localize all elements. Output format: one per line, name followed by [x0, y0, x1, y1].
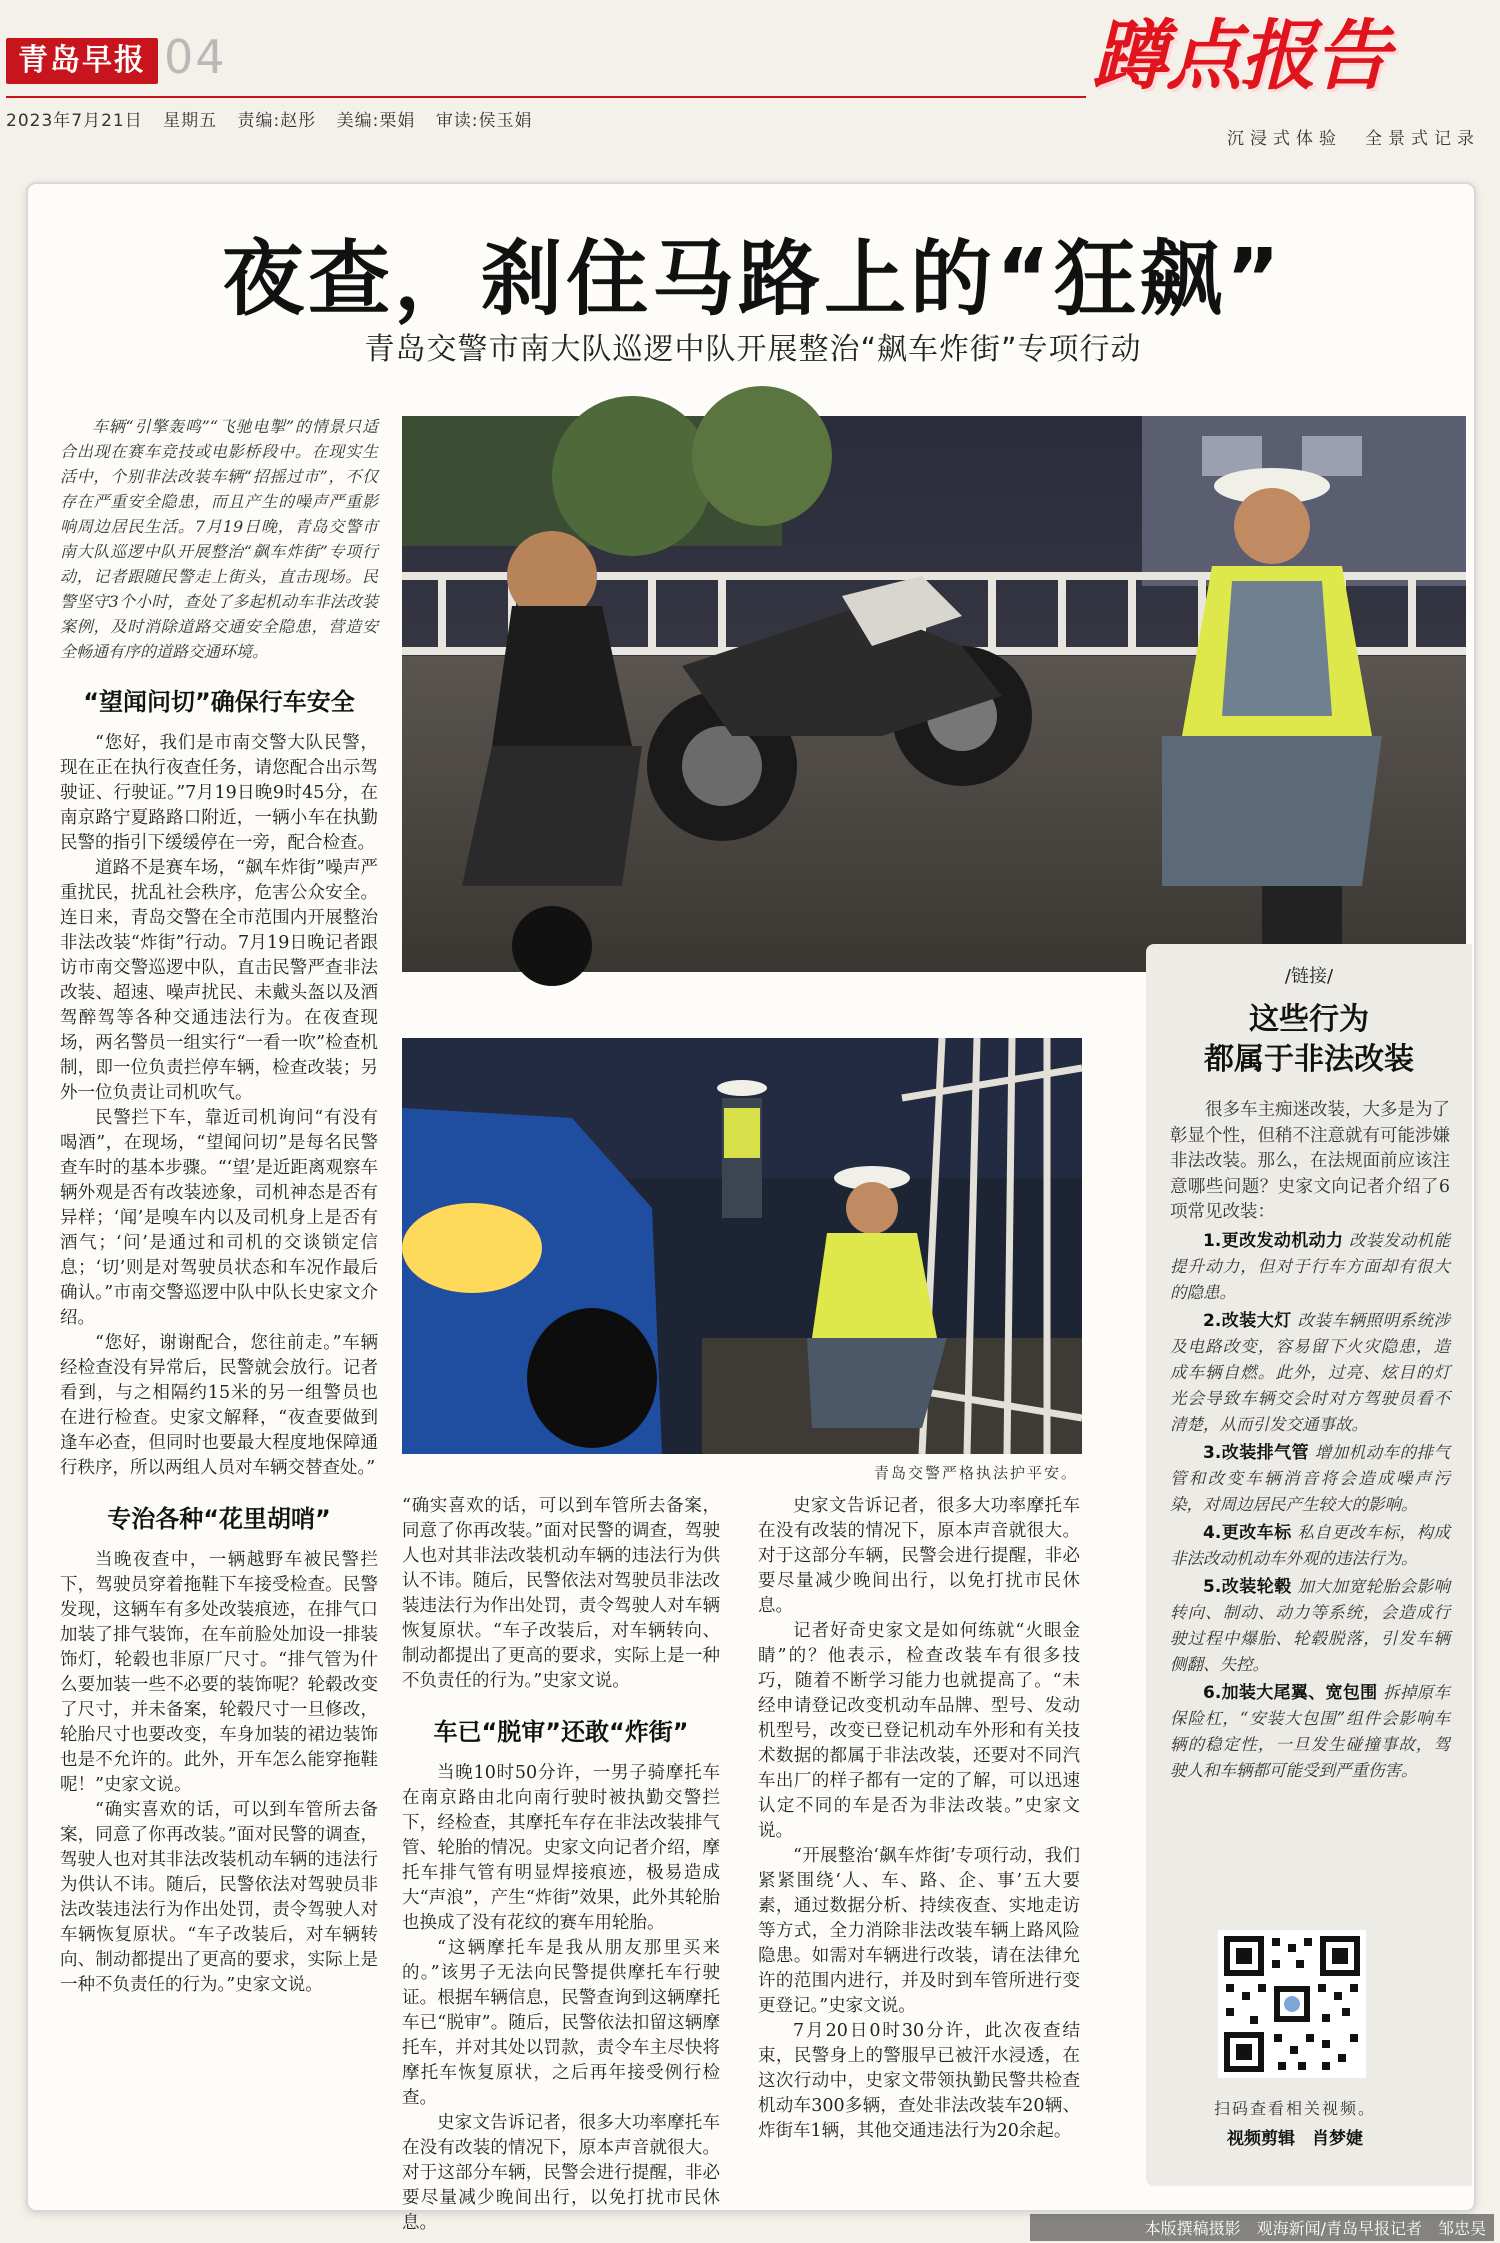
sidebar-item [1170, 1228, 1450, 1306]
qr-code[interactable] [1218, 1930, 1366, 2078]
byline [6, 106, 547, 131]
paragraph: 当晚夜查中，一辆越野车被民警拦下，驾驶员穿着拖鞋下车接受检查。民警发现，这辆车有多处改装痕迹，在排气口加装了排气装饰，在车前脸处加设一排装饰灯，轮毂也非原厂尺寸。“排气管为什么要加装一些不必要的装饰呢？轮毂改变了尺寸，并未备案，轮毂尺寸一旦修改，轮胎尺寸也要改变，车身加装的裙边装饰也是不允许的。此外，开车怎么能穿拖鞋呢！”史家文说。 [60, 1550, 378, 1795]
column-logo: 蹲点报告 [1092, 11, 1388, 100]
photo-credit-footer: 本版撰稿摄影 观海新闻/青岛早报记者 邹忠昊 [1030, 2214, 1494, 2241]
section-title-3: 车已“脱审”还敢“炸街” [433, 1718, 689, 1746]
paragraph: “开展整治‘飙车炸街’专项行动，我们紧紧围绕‘人、车、路、企、事’五大要素，通过数据分析、持续夜查、实地走访等方式，全力消除非法改装车辆上路风险隐患。如需对车辆进行改装，请在法律允许的范围内进行，并及时到车管所进行变更登记。”史家文说。 [758, 1846, 1080, 2016]
editor-credit: 责编:赵彤 [237, 111, 317, 131]
paragraph: “这辆摩托车是我从朋友那里买来的。”该男子无法向民警提供摩托车行驶证。根据车辆信息，民警查询到这辆摩托车已“脱审”。随后，民警依法扣留这辆摩托车，并对其处以罚款，责令车主尽快将摩托车恢复原状，之后再年接受例行检查。 [402, 1938, 720, 2108]
qr-caption: 扫码查看相关视频。 [1213, 2099, 1376, 2118]
paper-logo: 青岛早报 [6, 38, 158, 84]
paragraph: 史家文告诉记者，很多大功率摩托车在没有改装的情况下，原本声音就很大。对于这部分车辆，民警会进行提醒，非必要尽量减少晚间出行，以免打扰市民休息。 [402, 2113, 720, 2233]
sidebar-item-body: 改装发动机能提升动力，但对于行车方面却有很大的隐患。 [1170, 1230, 1450, 1302]
sidebar-item [1170, 1308, 1450, 1438]
sidebar-item-body: 增加机动车的排气管和改变车辆消音将会造成噪声污染，对周边居民产生较大的影响。 [1170, 1442, 1451, 1514]
lead-paragraph: 车辆“引擎轰鸣”“飞驰电掣”的情景只适合出现在赛车竞技或电影桥段中。在现实生活中，个别非法改装车辆“招摇过市”，不仅存在严重安全隐患，而且产生的噪声严重影响周边居民生活。7月19日晚，青岛交警市南大队巡逻中队开展整治“飙车炸街”专项行动，记者跟随民警走上街头，直击现场。民警坚守3个小时，查处了多起机动车非法改装案例，及时消除道路交通安全隐患，营造安全畅通有序的道路交通环境。 [60, 417, 378, 661]
proofreader-credit: 审读:侯玉娟 [435, 111, 533, 131]
column-1 [60, 414, 378, 1995]
headline: 夜查，刹住马路上的“狂飙” [222, 232, 1284, 327]
sidebar-body [1170, 1098, 1450, 1784]
sidebar-item-body: 加大加宽轮胎会影响转向、制动、动力等系统，会造成行驶过程中爆胎、轮毂脱落，引发车辆侧翻、失控。 [1170, 1576, 1451, 1674]
sidebar-title-line-2: 都属于非法改装 [1204, 1042, 1414, 1077]
sidebar-link-label: /链接/ [1284, 966, 1334, 987]
issue-weekday: 星期五 [163, 111, 218, 131]
sidebar-item-head: 2.改装大灯 [1203, 1310, 1292, 1331]
section-title-1: “望闻问切”确保行车安全 [83, 688, 355, 716]
column-3 [758, 1494, 1080, 2144]
paragraph: 记者好奇史家文是如何练就“火眼金睛”的？他表示，检查改装车有很多技巧，随着不断学习能力也就提高了。“未经申请登记改变机动车品牌、型号、发动机型号，改变已登记机动车外形和有关技术数据的都属于非法改装，还要对不同汽车出厂的样子都有一定的了解，可以迅速认定不同的车是否为非法改装。”史家文说。 [758, 1621, 1080, 1841]
sidebar-intro: 很多车主痴迷改装，大多是为了彰显个性，但稍不注意就有可能涉嫌非法改装。那么，在法规面前应该注意哪些问题？史家文向记者介绍了6项常见改装： [1170, 1100, 1450, 1222]
paragraph: “确实喜欢的话，可以到车管所去备案，同意了你再改装。”面对民警的调查，驾驶人也对其非法改装机动车辆的违法行为供认不讳。随后，民警依法对驾驶员非法改装违法行为作出处罚，责令驾驶人对车辆恢复原状。“车子改装后，对车辆转向、制动都提出了更高的要求，实际上是一种不负责任的行为。”史家文说。 [402, 1496, 720, 1691]
paragraph: “您好，我们是市南交警大队民警，现在正在执行夜查任务，请您配合出示驾驶证、行驶证。”7月19日晚9时45分，在南京路宁夏路路口附近，一辆小车在执勤民警的指引下缓缓停在一旁，配合检查。 [60, 733, 378, 853]
sidebar-item-head: 5.改装轮毂 [1203, 1576, 1292, 1597]
paragraph: 7月20日0时30分许，此次夜查结束，民警身上的警服早已被汗水浸透，在这次行动中，史家文带领执勤民警共检查机动车300多辆，查处非法改装车20辆、炸街车1辆，其他交通违法行为20余起。 [758, 2021, 1080, 2141]
page-number: 04 [164, 30, 227, 84]
sidebar-item [1170, 1574, 1450, 1678]
paragraph: 当晚10时50分许，一男子骑摩托车在南京路由北向南行驶时被执勤交警拦下，经检查，其摩托车存在非法改装排气管、轮胎的情况。史家文向记者介绍，摩托车排气管有明显焊接痕迹，极易造成大“声浪”，产生“炸街”效果，此外其轮胎也换成了没有花纹的赛车用轮胎。 [402, 1763, 720, 1933]
designer-credit: 美编:栗娟 [336, 111, 416, 131]
column-2 [402, 1494, 720, 2233]
photo-caption-2: 青岛交警严格执法护平安。 [873, 1464, 1078, 1482]
paragraph: 民警拦下车，靠近司机询问“有没有喝酒”，在现场，“望闻问切”是每名民警查车时的基本步骤。“‘望’是近距离观察车辆外观是否有改装迹象，司机神态是否有异样；‘闻’是嗅车内以及司机身上是否有酒气；‘问’是通过和司机的交谈锁定信息；‘切’则是对驾驶员状态和车况作最后确认。”市南交警巡逻中队中队长史家文介绍。 [60, 1108, 378, 1328]
subheadline: 青岛交警市南大队巡逻中队开展整治“飙车炸街”专项行动 [364, 332, 1142, 367]
sidebar-item-head: 4.更改车标 [1203, 1522, 1292, 1543]
sidebar-item-body: 拆掉原车保险杠，“安装大包围”组件会影响车辆的稳定性，一旦发生碰撞事故，驾驶人和车辆都可能受到严重伤害。 [1170, 1682, 1451, 1780]
issue-date: 2023年7月21日 [6, 111, 143, 131]
paragraph: 史家文告诉记者，很多大功率摩托车在没有改装的情况下，原本声音就很大。对于这部分车辆，民警会进行提醒，非必要尽量减少晚间出行，以免打扰市民休息。 [758, 1496, 1080, 1616]
sidebar-item [1170, 1680, 1450, 1784]
sidebar-item-head: 6.加装大尾翼、宽包围 [1203, 1682, 1378, 1703]
sidebar-title [1146, 1000, 1472, 1080]
sidebar-item-body: 私自更改车标，构成非法改动机动车外观的违法行为。 [1170, 1522, 1451, 1568]
sidebar-title-line-1: 这些行为 [1249, 1002, 1369, 1037]
sidebar-item [1170, 1440, 1450, 1518]
column-tagline: 沉浸式体验 全景式记录 [1227, 129, 1480, 149]
sidebar-item-head: 1.更改发动机动力 [1203, 1230, 1344, 1251]
photo-officer-motorcycle [402, 416, 1466, 972]
paragraph: “确实喜欢的话，可以到车管所去备案，同意了你再改装。”面对民警的调查，驾驶人也对其非法改装机动车辆的违法行为供认不讳。随后，民警依法对驾驶员非法改装违法行为作出处罚，责令驾驶人对车辆恢复原状。“车子改装后，对车辆转向、制动都提出了更高的要求，实际上是一种不负责任的行为。”史家文说。 [60, 1800, 378, 1995]
section-title-2: 专治各种“花里胡哨” [107, 1505, 331, 1533]
masthead [0, 0, 1500, 160]
sidebar-item-body: 改装车辆照明系统涉及电路改变，容易留下火灾隐患，造成车辆自燃。此外，过亮、炫目的灯光会导致车辆交会时对方驾驶员看不清楚，从而引发交通事故。 [1170, 1310, 1451, 1434]
sidebar-item-head: 3.改装排气管 [1203, 1442, 1310, 1463]
photo-night-inspection [402, 1038, 1082, 1454]
paragraph: “您好，谢谢配合，您往前走。”车辆经检查没有异常后，民警就会放行。记者看到，与之相隔约15米的另一组警员也在进行检查。史家文解释，“夜查要做到逢车必查，但同时也要最大程度地保障通行秩序，所以两组人员对车辆交替查处。” [60, 1333, 378, 1478]
qr-credit: 视频剪辑 肖梦婕 [1227, 2129, 1363, 2149]
sidebar-item [1170, 1520, 1450, 1572]
paragraph: 道路不是赛车场，“飙车炸街”噪声严重扰民，扰乱社会秩序，危害公众安全。连日来，青岛交警在全市范围内开展整治非法改装“炸街”行动。7月19日晚记者跟访市南交警巡逻中队，直击民警严查非法改装、超速、噪声扰民、未戴头盔以及酒驾醉驾等各种交通违法行为。在夜查现场，两名警员一组实行“一看一吹”检查机制，即一位负责拦停车辆，检查改装；另外一位负责让司机吹气。 [60, 858, 378, 1103]
header-rule [6, 96, 1086, 98]
